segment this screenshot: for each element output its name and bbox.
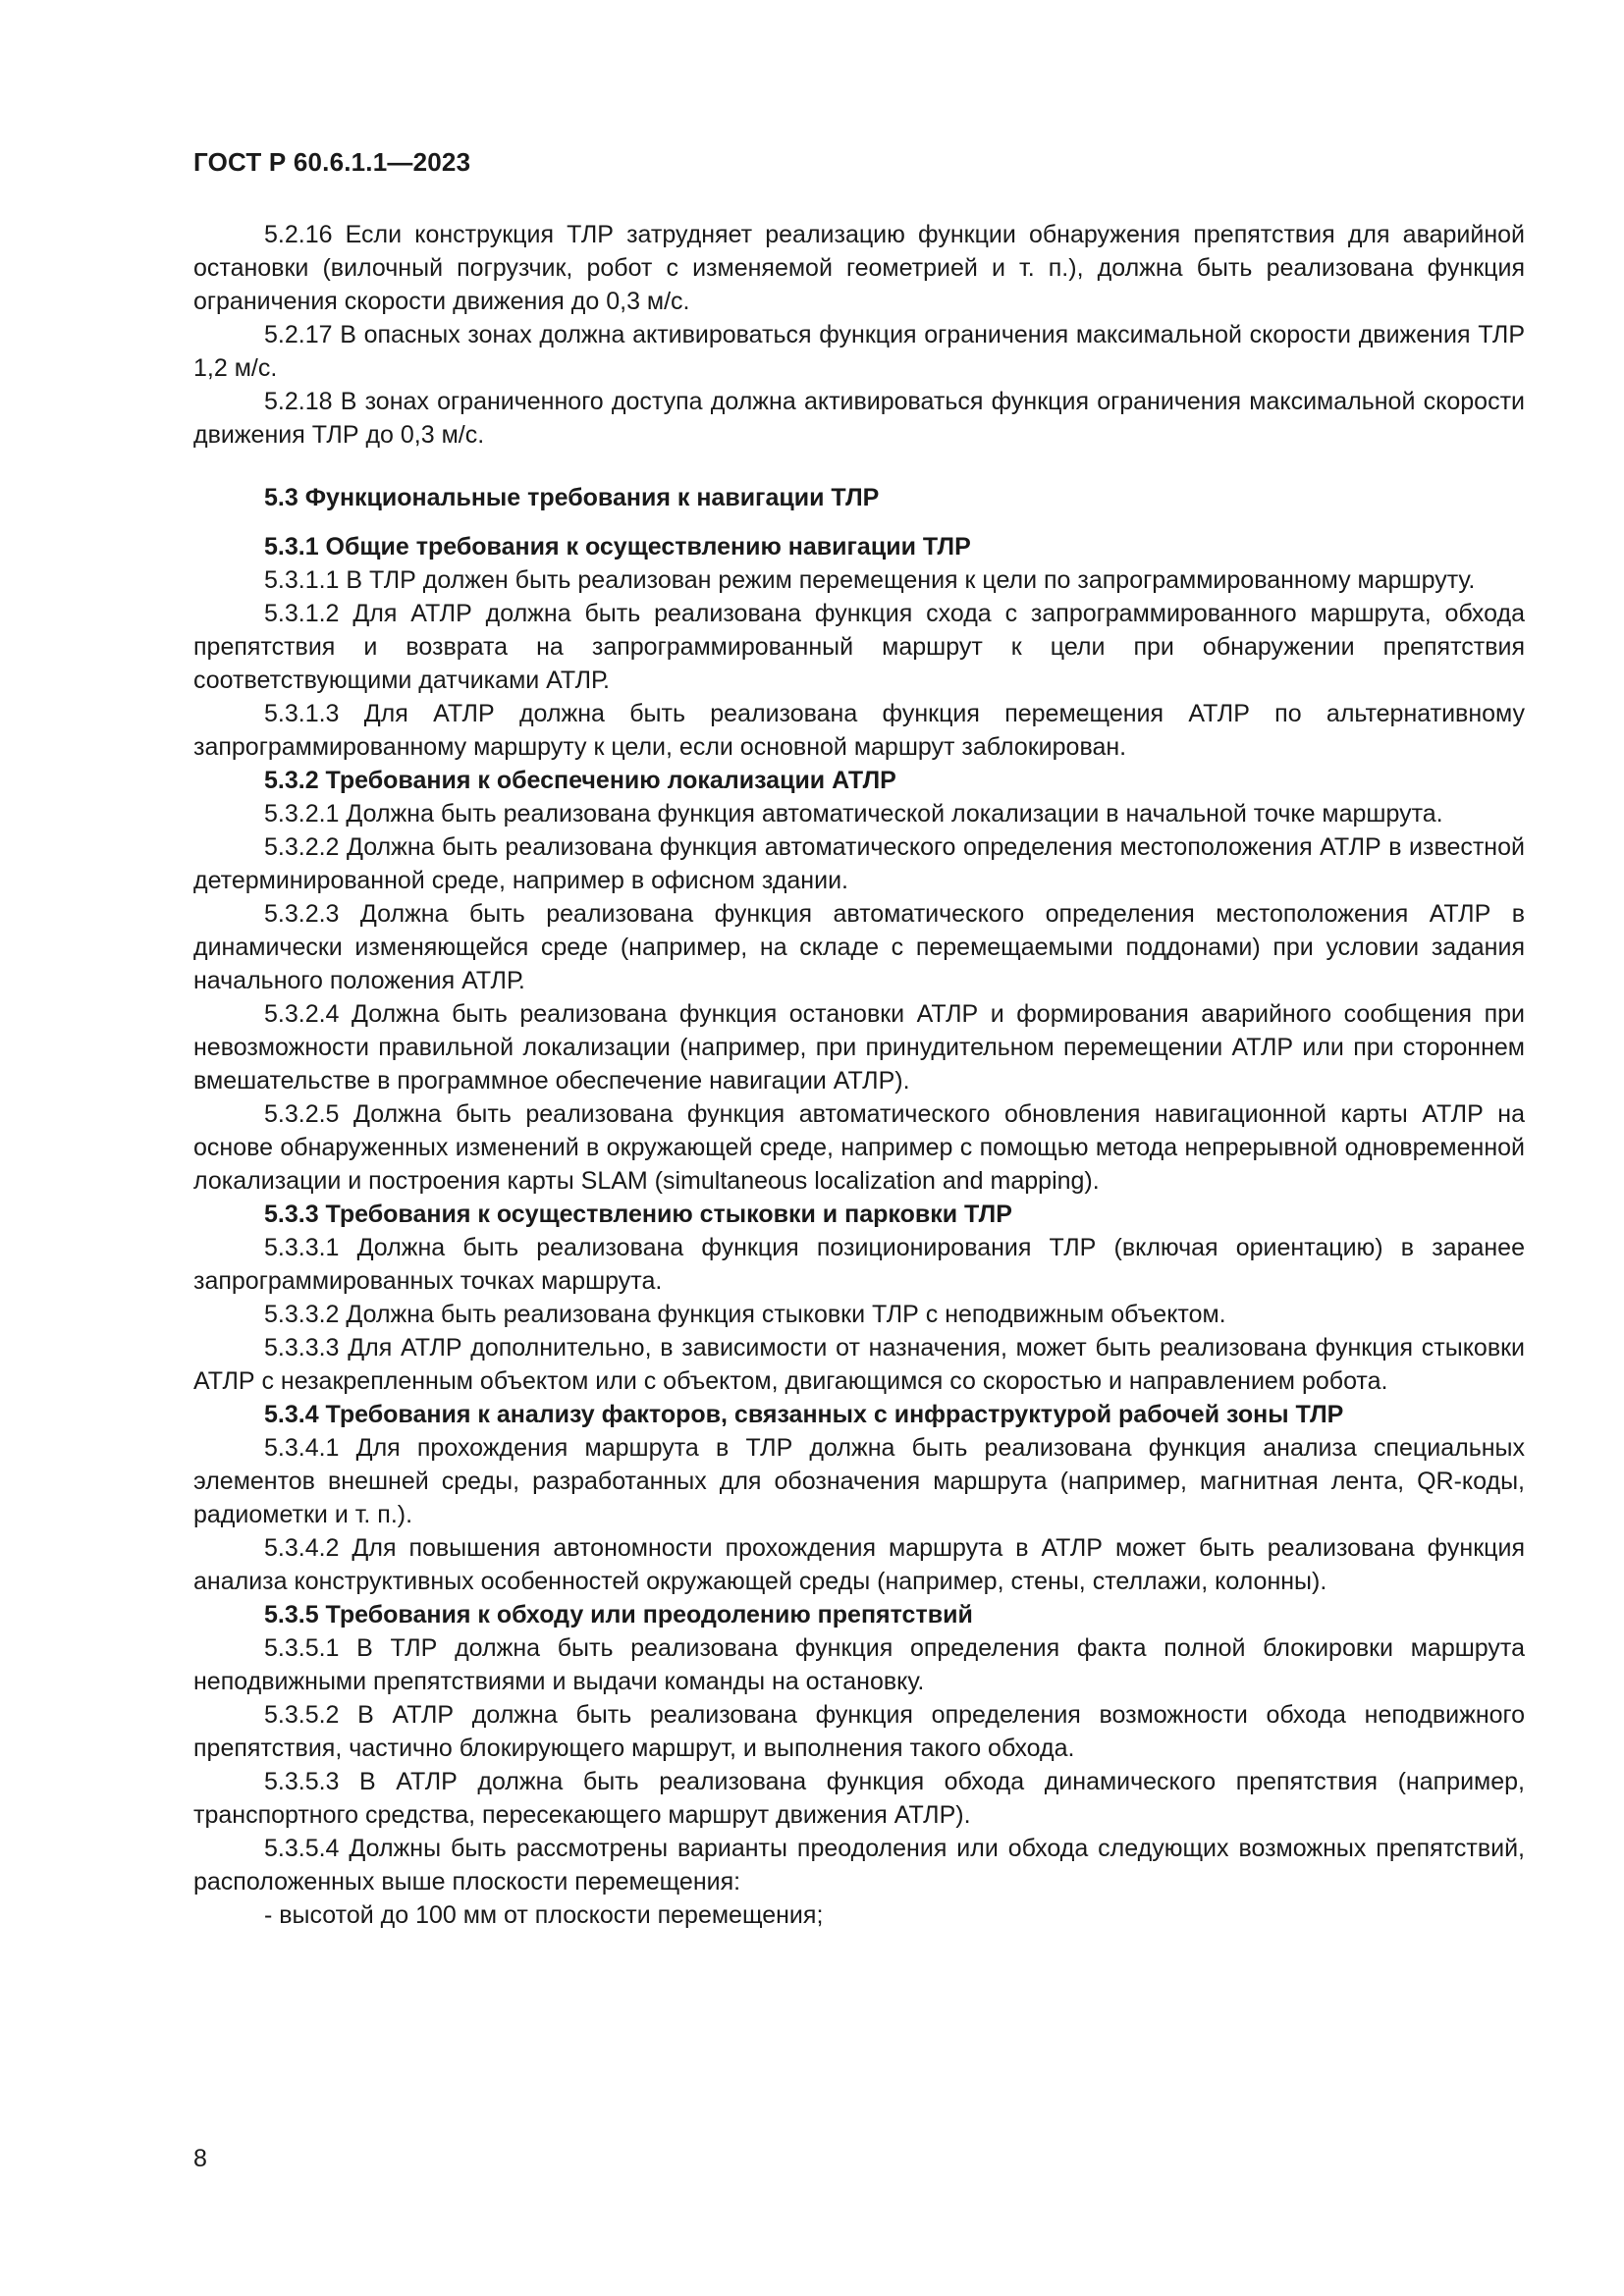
clause-5-3-1-3: 5.3.1.3 Для АТЛР должна быть реализована функция перемещения АТЛР по альтернативному запрограммированному маршруту к цели, если основной маршрут заблокирован. — [193, 700, 1525, 761]
clause-5-3-5-2: 5.3.5.2 В АТЛР должна быть реализована функция определения возможности обхода неподвижного препятствия, частично блокирующего маршрут, и выполнения такого обхода. — [193, 1701, 1525, 1762]
document-body — [193, 218, 1525, 1932]
subsection-heading-5-3-4: 5.3.4 Требования к анализу факторов, связанных с инфраструктурой рабочей зоны ТЛР — [264, 1401, 1344, 1428]
clause-5-3-4-1: 5.3.4.1 Для прохождения маршрута в ТЛР должна быть реализована функция анализа специальных элементов внешней среды, разработанных для обозначения маршрута (например, магнитная лента, QR-коды, радиометки и т. п.). — [193, 1434, 1525, 1528]
subsection-heading-5-3-2: 5.3.2 Требования к обеспечению локализации АТЛР — [264, 767, 896, 794]
section-heading-5-3: 5.3 Функциональные требования к навигации ТЛР — [264, 484, 880, 511]
clause-5-3-4-2: 5.3.4.2 Для повышения автономности прохождения маршрута в АТЛР может быть реализована функция анализа конструктивных особенностей окружающей среды (например, стены, стеллажи, колонны). — [193, 1534, 1525, 1595]
clause-5-3-2-1: 5.3.2.1 Должна быть реализована функция автоматической локализации в начальной точке маршрута. — [264, 800, 1443, 828]
clause-5-3-2-5: 5.3.2.5 Должна быть реализована функция автоматического обновления навигационной карты АТЛР на основе обнаруженных изменений в окружающей среде, например с помощью метода непрерывной одновременной локализации и построения карты SLAM (simultaneous localization and mapping). — [193, 1100, 1525, 1195]
subsection-heading-5-3-5: 5.3.5 Требования к обходу или преодолению препятствий — [264, 1601, 973, 1629]
subsection-heading-5-3-3: 5.3.3 Требования к осуществлению стыковки и парковки ТЛР — [264, 1201, 1012, 1228]
clause-5-2-16: 5.2.16 Если конструкция ТЛР затрудняет реализацию функции обнаружения препятствия для аварийной остановки (вилочный погрузчик, робот с изменяемой геометрией и т. п.), должна быть реализована функция ограничения скорости движения до 0,3 м/с. — [193, 221, 1525, 315]
clause-5-2-18: 5.2.18 В зонах ограниченного доступа должна активироваться функция ограничения максимальной скорости движения ТЛР до 0,3 м/с. — [193, 388, 1525, 449]
clause-5-3-5-4: 5.3.5.4 Должны быть рассмотрены варианты преодоления или обхода следующих возможных препятствий, расположенных выше плоскости перемещения: — [193, 1835, 1525, 1896]
page-number: 8 — [193, 2145, 207, 2172]
clause-5-2-17: 5.2.17 В опасных зонах должна активироваться функция ограничения максимальной скорости движения ТЛР 1,2 м/с. — [193, 321, 1525, 382]
clause-5-3-5-1: 5.3.5.1 В ТЛР должна быть реализована функция определения факта полной блокировки маршрута неподвижными препятствиями и выдачи команды на остановку. — [193, 1634, 1525, 1695]
document-header: ГОСТ Р 60.6.1.1—2023 — [193, 147, 471, 177]
clause-5-3-1-1: 5.3.1.1 В ТЛР должен быть реализован режим перемещения к цели по запрограммированному маршруту. — [264, 566, 1476, 594]
list-item: - высотой до 100 мм от плоскости перемещения; — [264, 1901, 824, 1929]
clause-5-3-1-2: 5.3.1.2 Для АТЛР должна быть реализована функция схода с запрограммированного маршрута, обхода препятствия и возврата на запрограммированный маршрут к цели при обнаружении препятствия соответствующими датчиками АТЛР. — [193, 600, 1525, 694]
clause-5-3-2-3: 5.3.2.3 Должна быть реализована функция автоматического определения местоположения АТЛР в динамически изменяющейся среде (например, на складе с перемещаемыми поддонами) при условии задания начального положения АТЛР. — [193, 900, 1525, 994]
clause-5-3-2-4: 5.3.2.4 Должна быть реализована функция остановки АТЛР и формирования аварийного сообщения при невозможности правильной локализации (например, при принудительном перемещении АТЛР или при стороннем вмешательстве в программное обеспечение навигации АТЛР). — [193, 1000, 1525, 1095]
clause-5-3-3-3: 5.3.3.3 Для АТЛР дополнительно, в зависимости от назначения, может быть реализована функция стыковки АТЛР с незакрепленным объектом или с объектом, двигающимся со скоростью и направлением робота. — [193, 1334, 1525, 1395]
clause-5-3-5-3: 5.3.5.3 В АТЛР должна быть реализована функция обхода динамического препятствия (например, транспортного средства, пересекающего маршрут движения АТЛР). — [193, 1768, 1525, 1829]
clause-5-3-2-2: 5.3.2.2 Должна быть реализована функция автоматического определения местоположения АТЛР в известной детерминированной среде, например в офисном здании. — [193, 833, 1525, 894]
clause-5-3-3-2: 5.3.3.2 Должна быть реализована функция стыковки ТЛР с неподвижным объектом. — [264, 1301, 1226, 1328]
subsection-heading-5-3-1: 5.3.1 Общие требования к осуществлению навигации ТЛР — [264, 533, 971, 561]
clause-5-3-3-1: 5.3.3.1 Должна быть реализована функция позиционирования ТЛР (включая ориентацию) в заранее запрограммированных точках маршрута. — [193, 1234, 1525, 1295]
